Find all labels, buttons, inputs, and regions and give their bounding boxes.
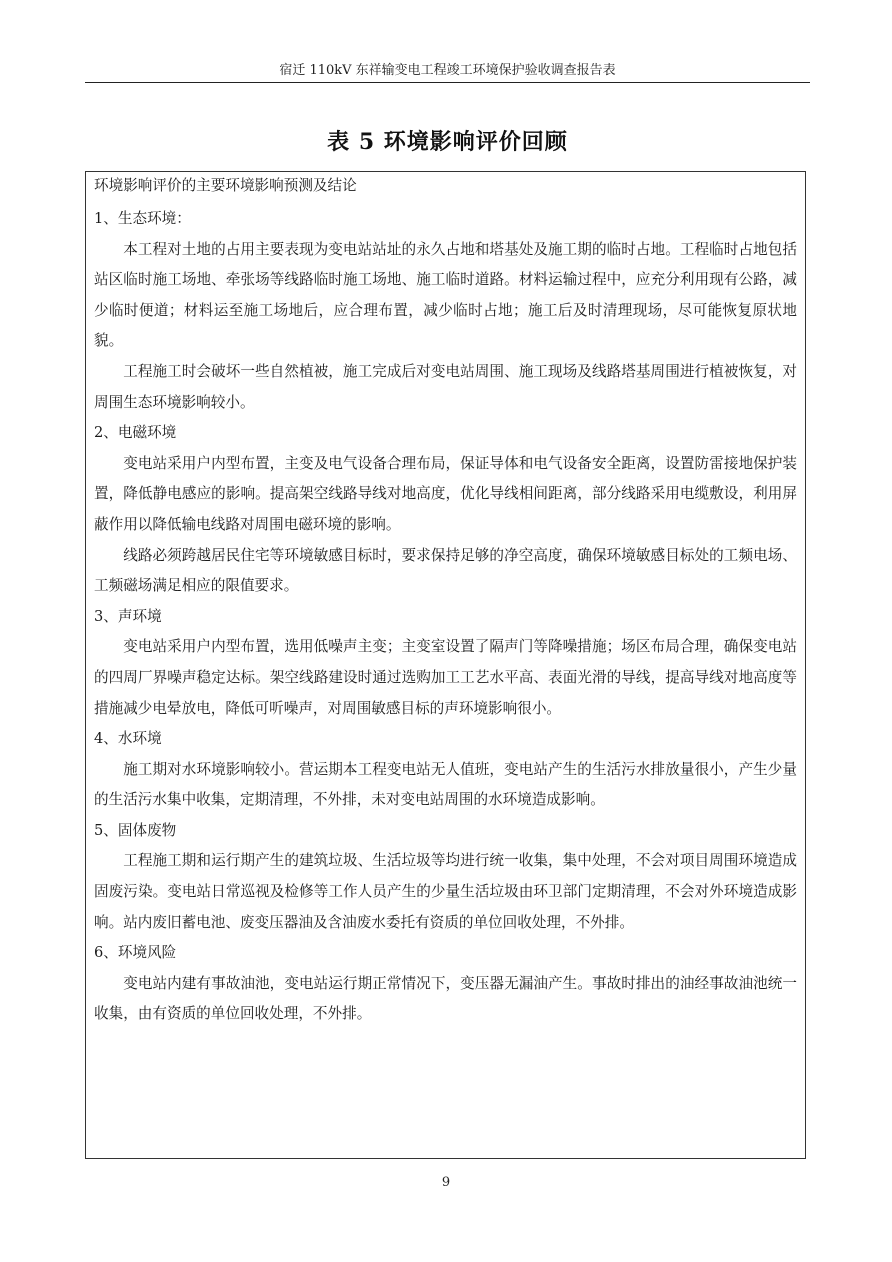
paragraph: 本工程对土地的占用主要表现为变电站站址的永久占地和塔基处及施工期的临时占地。工程临时占地包括站区临时施工场地、牵张场等线路临时施工场地、施工临时道路。材料运输过程中，应充分利用现有公路，减少临时便道；材料运至施工场地后，应合理布置，减少临时占地；施工后及时清理现场，尽可能恢复原状地貌。 (94, 240, 797, 350)
section-heading-acoustic: 3、声环境 (94, 607, 162, 625)
paragraph: 施工期对水环境影响较小。营运期本工程变电站无人值班，变电站产生的生活污水排放量很小，产生少量的生活污水集中收集，定期清理，不外排，未对变电站周围的水环境造成影响。 (94, 760, 797, 809)
content-box (85, 171, 806, 1159)
section-heading-water: 4、水环境 (94, 730, 162, 748)
section-heading-ecology: 1、生态环境： (94, 210, 191, 227)
paragraph: 变电站采用户内型布置，主变及电气设备合理布局，保证导体和电气设备安全距离，设置防雷接地保护装置，降低静电感应的影响。提高架空线路导线对地高度，优化导线相间距离，部分线路采用电缆敷设，利用屏蔽作用以降低输电线路对周围电磁环境的影响。 (94, 454, 797, 533)
paragraph: 变电站内建有事故油池，变电站运行期正常情况下，变压器无漏油产生。事故时排出的油经事故油池统一收集，由有资质的单位回收处理，不外排。 (94, 974, 797, 1023)
paragraph: 变电站采用户内型布置，选用低噪声主变；主变室设置了隔声门等降噪措施；场区布局合理，确保变电站的四周厂界噪声稳定达标。架空线路建设时通过选购加工工艺水平高、表面光滑的导线，提高导线对地高度等措施减少电晕放电，降低可听噪声，对周围敏感目标的声环境影响很小。 (94, 638, 797, 717)
running-header: 宿迁 110kV 东祥输变电工程竣工环境保护验收调查报告表 (279, 63, 616, 78)
section-heading-solid-waste: 5、固体废物 (94, 821, 177, 839)
box-heading: 环境影响评价的主要环境影响预测及结论 (94, 177, 357, 194)
page-number: 9 (441, 1175, 451, 1190)
content-box-inner (86, 172, 805, 1030)
section-heading-environmental-risk: 6、环境风险 (94, 944, 177, 962)
header-rule (85, 82, 810, 83)
section-heading-electromagnetic: 2、电磁环境 (94, 424, 177, 442)
table-title: 表 5 环境影响评价回顾 (327, 129, 568, 155)
paragraph: 工程施工时会破坏一些自然植被，施工完成后对变电站周围、施工现场及线路塔基周围进行植被恢复，对周围生态环境影响较小。 (94, 362, 797, 411)
paragraph: 线路必须跨越居民住宅等环境敏感目标时，要求保持足够的净空高度，确保环境敏感目标处的工频电场、工频磁场满足相应的限值要求。 (94, 546, 797, 595)
paragraph: 工程施工期和运行期产生的建筑垃圾、生活垃圾等均进行统一收集，集中处理，不会对项目周围环境造成固废污染。变电站日常巡视及检修等工作人员产生的少量生活垃圾由环卫部门定期清理，不会对外环境造成影响。站内废旧蓄电池、废变压器油及含油废水委托有资质的单位回收处理，不外排。 (94, 852, 797, 931)
